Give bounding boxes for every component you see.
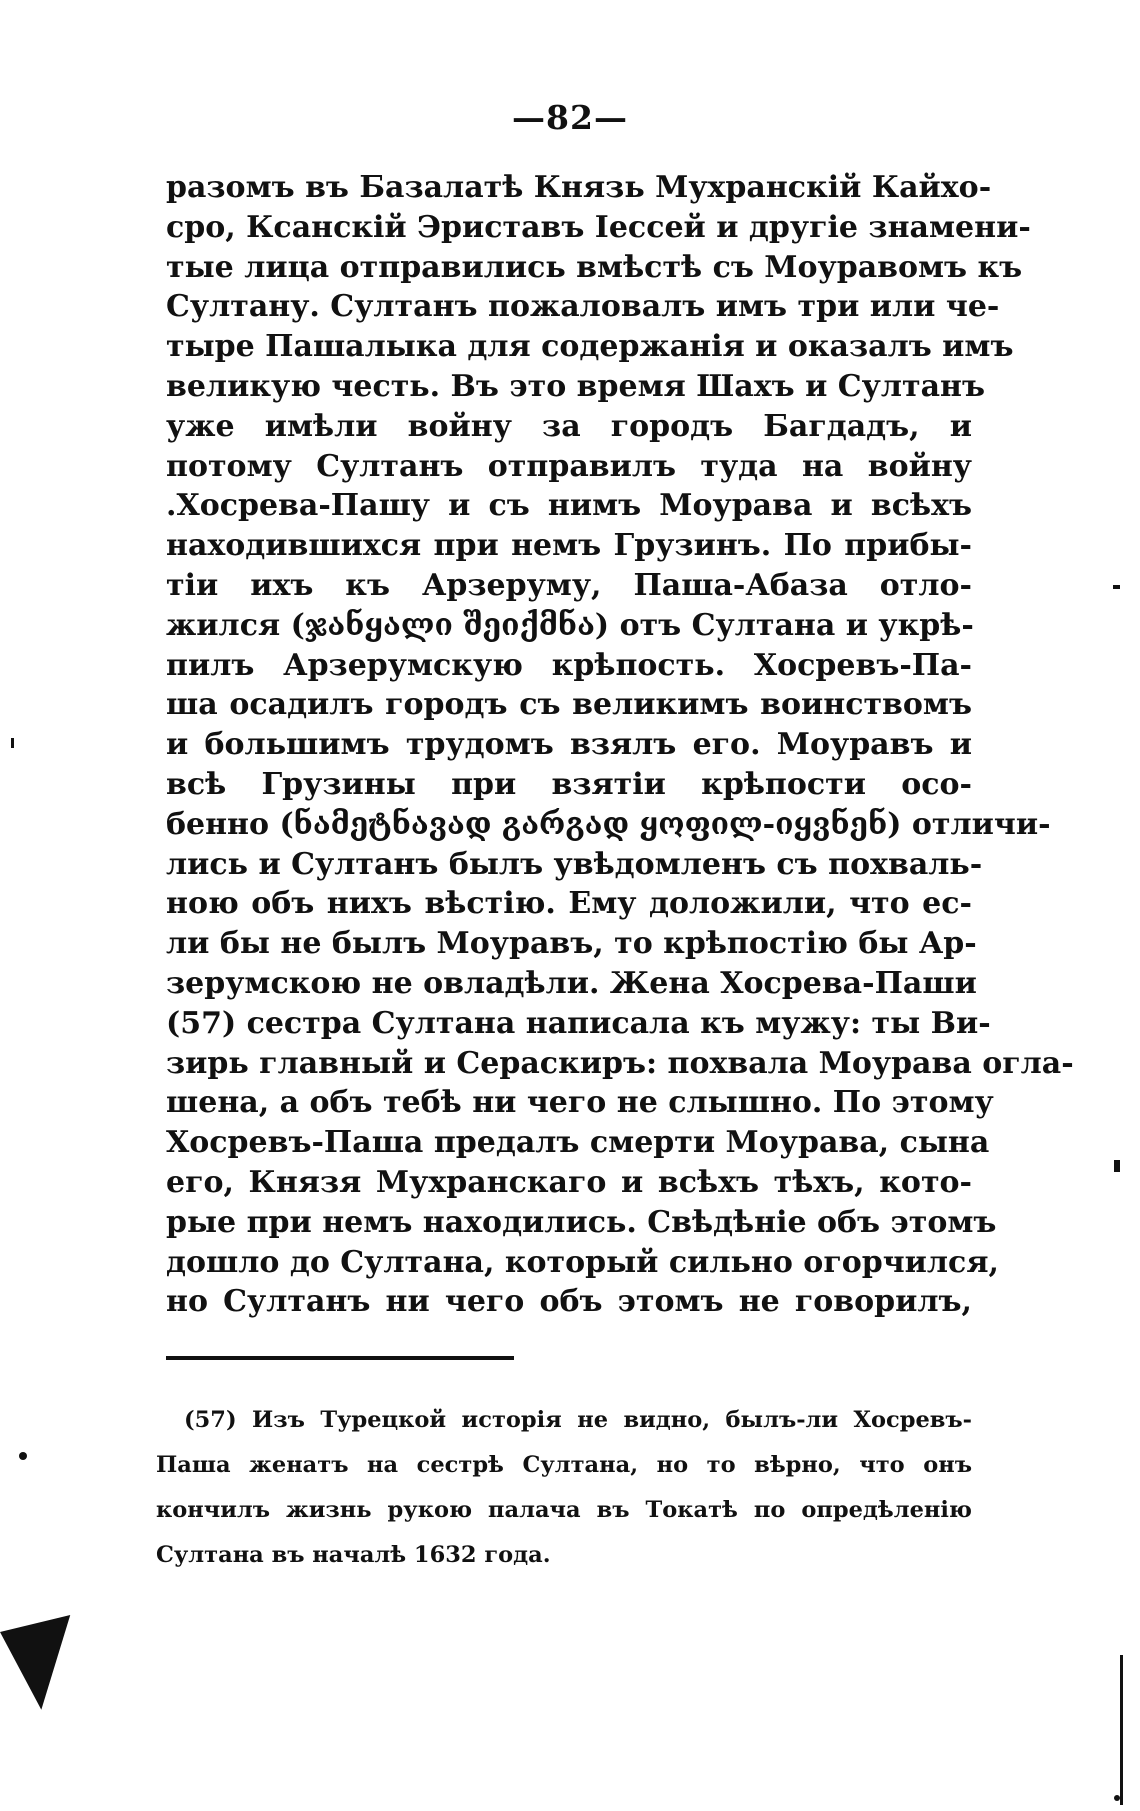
- text-line: тіи ихъ къ Арзеруму, Паша-Абаза отло-: [166, 567, 972, 603]
- scan-speck: [11, 738, 14, 748]
- text-line: .Хосрева-Пашу и съ нимъ Моурава и всѣхъ: [166, 488, 972, 524]
- text-line: рые при немъ находились. Свѣдѣніе объ этомъ: [166, 1204, 997, 1240]
- text-line: зирь главный и Сераскиръ: похвала Моурава огла-: [166, 1045, 1074, 1081]
- footnote-line: Султана въ началѣ 1632 года.: [156, 1542, 551, 1568]
- text-line: пилъ Арзерумскую крѣпость. Хосревъ-Па-: [166, 647, 972, 683]
- text-line: сро, Ксанскій Эриставъ Іессей и другіе знамени-: [166, 209, 1031, 245]
- scan-speck: [1114, 1795, 1120, 1801]
- text-line: и большимъ трудомъ взялъ его. Моуравъ и: [166, 727, 972, 763]
- text-line: тые лица отправились вмѣстѣ съ Моуравомъ къ: [166, 249, 1023, 285]
- text-line: его, Князя Мухранскаго и всѣхъ тѣхъ, кото-: [166, 1164, 972, 1200]
- page-number: —82—: [512, 98, 628, 137]
- footnote-line: кончилъ жизнь рукою палача въ Токатѣ по опредѣленію: [156, 1497, 972, 1523]
- text-line: разомъ въ Базалатѣ Князь Мухранскій Кайхо-: [166, 170, 992, 205]
- text-line: находившихся при немъ Грузинъ. По прибы-: [166, 528, 972, 564]
- text-line: всѣ Грузины при взятіи крѣпости осо-: [166, 766, 972, 802]
- text-line: лись и Султанъ былъ увѣдомленъ съ похваль-: [166, 846, 983, 882]
- text-line: ною объ нихъ вѣстію. Ему доложили, что ес-: [166, 886, 972, 922]
- scan-speck: [1113, 585, 1120, 589]
- text-line: (57) сестра Султана написала къ мужу: ты Ви-: [166, 1005, 991, 1041]
- footnote: [156, 1398, 972, 1578]
- text-line: потому Султанъ отправилъ туда на войну: [166, 448, 972, 484]
- scan-edge-shadow: [0, 1599, 103, 1710]
- text-line: жился (ჯანყალი შეიქმნა) отъ Султана и укрѣ-: [166, 607, 974, 643]
- text-line: великую честь. Въ это время Шахъ и Султанъ: [166, 368, 986, 404]
- footnote-divider: [166, 1356, 514, 1360]
- text-line: ша осадилъ городъ съ великимъ воинствомъ: [166, 687, 972, 723]
- text-line: ли бы не былъ Моуравъ, то крѣпостію бы Ар-: [166, 926, 977, 962]
- text-line: шена, а объ тебѣ ни чего не слышно. По этому: [166, 1085, 994, 1121]
- text-line: зерумскою не овладѣли. Жена Хосрева-Паши: [166, 965, 977, 1001]
- text-line: но Султанъ ни чего объ этомъ не говорилъ,: [166, 1284, 972, 1320]
- main-text: [166, 168, 1074, 1322]
- footnote-line: (57) Изъ Турецкой исторія не видно, былъ-ли Хосревъ-: [184, 1407, 972, 1433]
- footnote-line: Паша женатъ на сестрѣ Султана, но то вѣрно, что онъ: [156, 1452, 972, 1478]
- scan-speck: [1120, 1655, 1123, 1805]
- text-line: дошло до Султана, который сильно огорчился,: [166, 1244, 999, 1280]
- scan-speck: [19, 1452, 27, 1460]
- text-line: бенно (ნამეტნავად გარგად ყოფილ-იყვნენ) отличи-: [166, 806, 1051, 842]
- scan-speck: [1114, 1160, 1120, 1172]
- text-line: Султану. Султанъ пожаловалъ имъ три или че-: [166, 289, 1000, 325]
- text-line: тыре Пашалыка для содержанія и оказалъ имъ: [166, 329, 1014, 365]
- text-line: Хосревъ-Паша предалъ смерти Моурава, сына: [166, 1125, 990, 1161]
- text-line: уже имѣли войну за городъ Багдадъ, и: [166, 408, 972, 444]
